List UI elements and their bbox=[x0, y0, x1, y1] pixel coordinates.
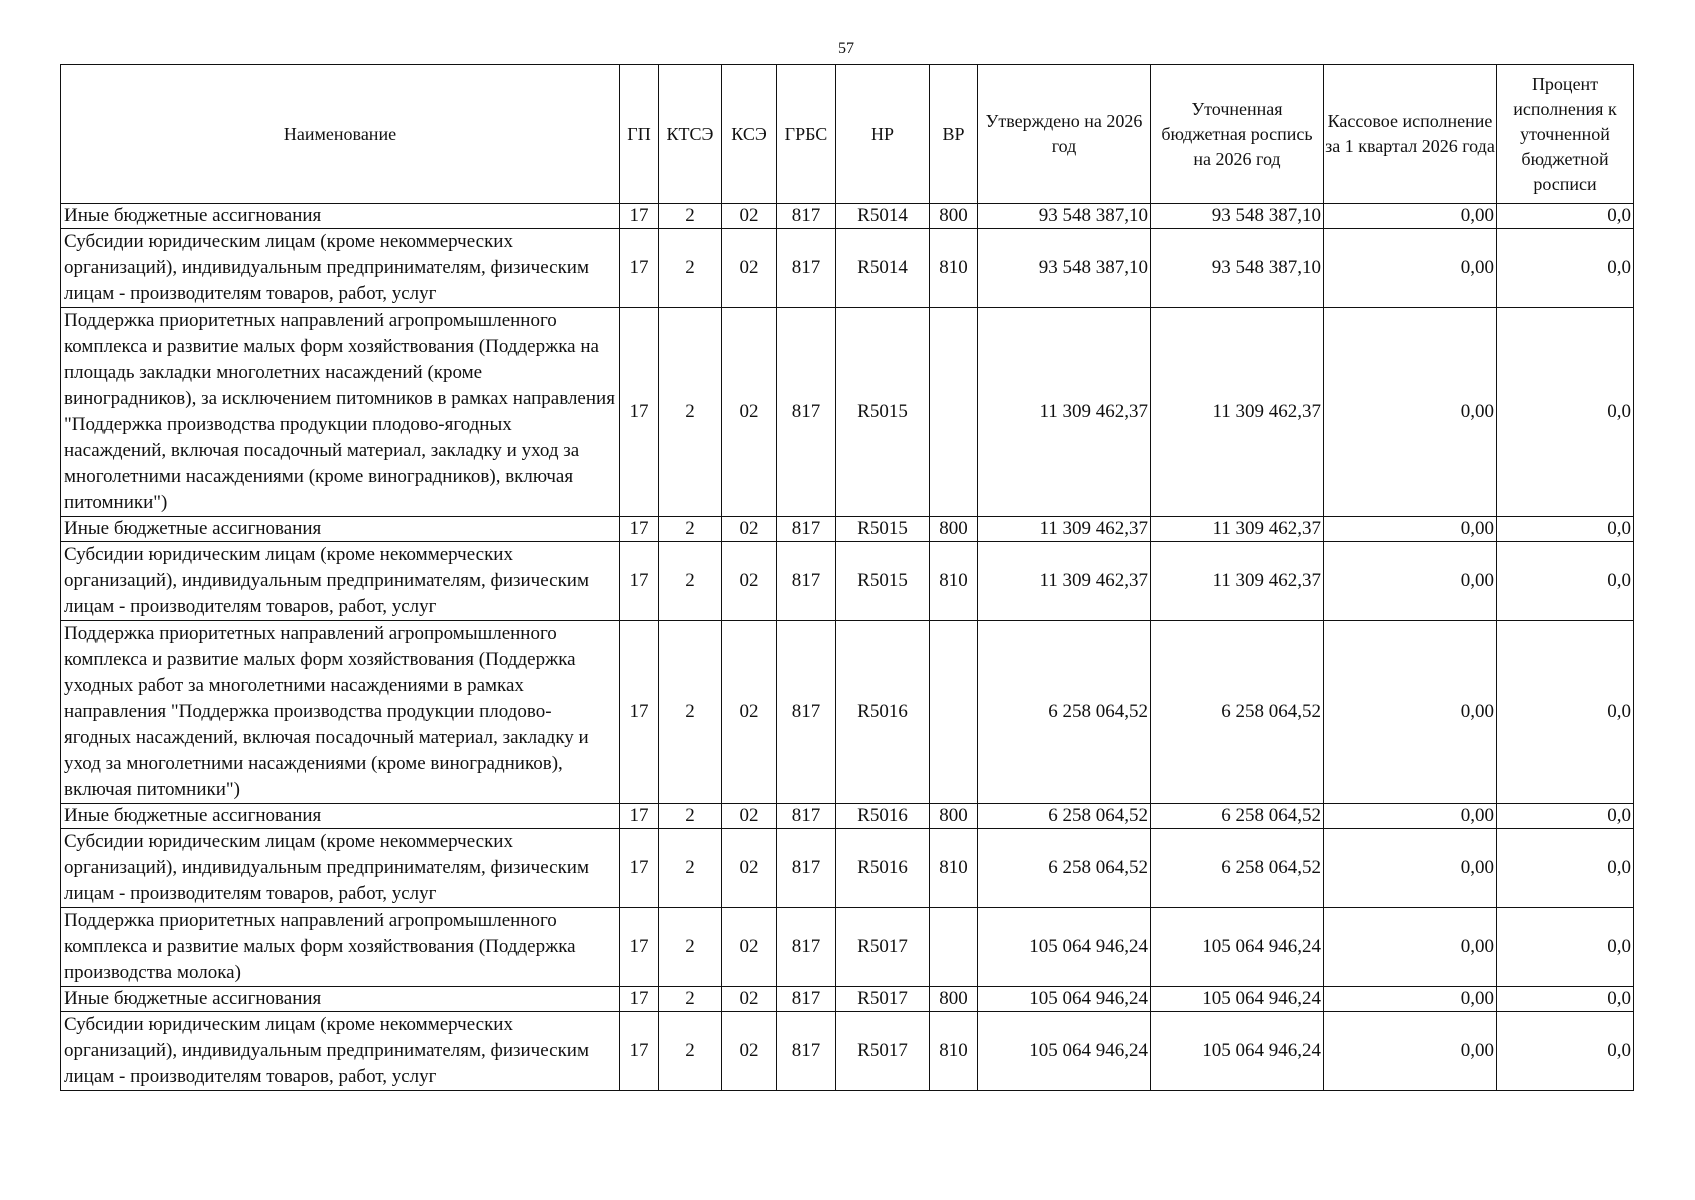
table-row bbox=[61, 1012, 1634, 1091]
cell-name: Поддержка приоритетных направлений агропромышленного комплекса и развитие малых форм хозяйствования (Поддержка на площадь закладки многолетних насаждений (кроме виноградников), за исключением питомников в рамках направления "Поддержка производства продукции плодово-ягодных насаждений, включая посадочный материал, закладку и уход за многолетними насаждениями (кроме виноградников), включая питомники") bbox=[61, 308, 620, 517]
cell-approved: 11 309 462,37 bbox=[978, 517, 1151, 542]
table-row bbox=[61, 517, 1634, 542]
cell-cash: 0,00 bbox=[1324, 987, 1497, 1012]
cell-approved: 11 309 462,37 bbox=[978, 308, 1151, 517]
cell-ktse: 2 bbox=[659, 908, 722, 987]
header-nr: НР bbox=[836, 65, 930, 204]
cell-ktse: 2 bbox=[659, 517, 722, 542]
header-kse: КСЭ bbox=[722, 65, 777, 204]
cell-refined: 93 548 387,10 bbox=[1151, 229, 1324, 308]
cell-kse: 02 bbox=[722, 987, 777, 1012]
cell-percent: 0,0 bbox=[1497, 829, 1634, 908]
table-row bbox=[61, 542, 1634, 621]
cell-nr: R5014 bbox=[836, 204, 930, 229]
header-gp: ГП bbox=[620, 65, 659, 204]
cell-grbs: 817 bbox=[777, 1012, 836, 1091]
cell-ktse: 2 bbox=[659, 829, 722, 908]
cell-nr: R5017 bbox=[836, 1012, 930, 1091]
cell-gp: 17 bbox=[620, 804, 659, 829]
cell-ktse: 2 bbox=[659, 804, 722, 829]
cell-percent: 0,0 bbox=[1497, 621, 1634, 804]
header-grbs: ГРБС bbox=[777, 65, 836, 204]
cell-vr bbox=[930, 308, 978, 517]
cell-kse: 02 bbox=[722, 204, 777, 229]
cell-kse: 02 bbox=[722, 908, 777, 987]
cell-nr: R5017 bbox=[836, 908, 930, 987]
table-body bbox=[61, 204, 1634, 1091]
cell-approved: 105 064 946,24 bbox=[978, 908, 1151, 987]
cell-grbs: 817 bbox=[777, 621, 836, 804]
cell-grbs: 817 bbox=[777, 204, 836, 229]
budget-execution-table bbox=[60, 64, 1634, 1091]
cell-percent: 0,0 bbox=[1497, 229, 1634, 308]
cell-refined: 6 258 064,52 bbox=[1151, 829, 1324, 908]
cell-grbs: 817 bbox=[777, 987, 836, 1012]
cell-grbs: 817 bbox=[777, 908, 836, 987]
cell-cash: 0,00 bbox=[1324, 229, 1497, 308]
cell-vr bbox=[930, 908, 978, 987]
cell-vr: 800 bbox=[930, 804, 978, 829]
cell-gp: 17 bbox=[620, 229, 659, 308]
table-row bbox=[61, 308, 1634, 517]
cell-nr: R5017 bbox=[836, 987, 930, 1012]
page-number: 57 bbox=[838, 40, 854, 57]
cell-refined: 6 258 064,52 bbox=[1151, 621, 1324, 804]
header-name: Наименование bbox=[61, 65, 620, 204]
cell-gp: 17 bbox=[620, 204, 659, 229]
table-row bbox=[61, 987, 1634, 1012]
cell-gp: 17 bbox=[620, 542, 659, 621]
cell-name: Субсидии юридическим лицам (кроме некоммерческих организаций), индивидуальным предпринимателям, физическим лицам - производителям товаров, работ, услуг bbox=[61, 542, 620, 621]
cell-approved: 93 548 387,10 bbox=[978, 229, 1151, 308]
cell-gp: 17 bbox=[620, 987, 659, 1012]
cell-nr: R5015 bbox=[836, 542, 930, 621]
cell-approved: 93 548 387,10 bbox=[978, 204, 1151, 229]
cell-percent: 0,0 bbox=[1497, 204, 1634, 229]
cell-kse: 02 bbox=[722, 804, 777, 829]
header-vr: ВР bbox=[930, 65, 978, 204]
cell-percent: 0,0 bbox=[1497, 804, 1634, 829]
cell-kse: 02 bbox=[722, 517, 777, 542]
header-refined: Уточненная бюджетная роспись на 2026 год bbox=[1151, 65, 1324, 204]
cell-approved: 6 258 064,52 bbox=[978, 829, 1151, 908]
cell-grbs: 817 bbox=[777, 517, 836, 542]
cell-approved: 6 258 064,52 bbox=[978, 804, 1151, 829]
cell-kse: 02 bbox=[722, 1012, 777, 1091]
cell-grbs: 817 bbox=[777, 829, 836, 908]
cell-refined: 105 064 946,24 bbox=[1151, 1012, 1324, 1091]
cell-percent: 0,0 bbox=[1497, 308, 1634, 517]
cell-approved: 11 309 462,37 bbox=[978, 542, 1151, 621]
header-percent: Процент исполнения к уточненной бюджетной росписи bbox=[1497, 65, 1634, 204]
cell-vr: 800 bbox=[930, 204, 978, 229]
table-row bbox=[61, 804, 1634, 829]
cell-vr: 810 bbox=[930, 1012, 978, 1091]
cell-grbs: 817 bbox=[777, 229, 836, 308]
cell-kse: 02 bbox=[722, 542, 777, 621]
cell-approved: 105 064 946,24 bbox=[978, 1012, 1151, 1091]
cell-name: Поддержка приоритетных направлений агропромышленного комплекса и развитие малых форм хозяйствования (Поддержка уходных работ за многолетними насаждениями в рамках направления "Поддержка производства продукции плодово-ягодных насаждений, включая посадочный материал, закладку и уход за многолетними насаждениями (кроме виноградников), включая питомники") bbox=[61, 621, 620, 804]
cell-approved: 105 064 946,24 bbox=[978, 987, 1151, 1012]
cell-percent: 0,0 bbox=[1497, 542, 1634, 621]
cell-nr: R5014 bbox=[836, 229, 930, 308]
cell-nr: R5016 bbox=[836, 829, 930, 908]
cell-cash: 0,00 bbox=[1324, 621, 1497, 804]
table-row bbox=[61, 908, 1634, 987]
cell-name: Иные бюджетные ассигнования bbox=[61, 987, 620, 1012]
cell-grbs: 817 bbox=[777, 542, 836, 621]
cell-refined: 11 309 462,37 bbox=[1151, 308, 1324, 517]
cell-name: Иные бюджетные ассигнования bbox=[61, 204, 620, 229]
cell-cash: 0,00 bbox=[1324, 517, 1497, 542]
cell-nr: R5015 bbox=[836, 308, 930, 517]
cell-refined: 11 309 462,37 bbox=[1151, 542, 1324, 621]
cell-ktse: 2 bbox=[659, 229, 722, 308]
cell-cash: 0,00 bbox=[1324, 204, 1497, 229]
header-row bbox=[61, 65, 1634, 204]
cell-refined: 93 548 387,10 bbox=[1151, 204, 1324, 229]
cell-kse: 02 bbox=[722, 229, 777, 308]
cell-nr: R5016 bbox=[836, 804, 930, 829]
cell-vr bbox=[930, 621, 978, 804]
cell-name: Иные бюджетные ассигнования bbox=[61, 517, 620, 542]
cell-cash: 0,00 bbox=[1324, 1012, 1497, 1091]
cell-ktse: 2 bbox=[659, 308, 722, 517]
cell-percent: 0,0 bbox=[1497, 987, 1634, 1012]
cell-approved: 6 258 064,52 bbox=[978, 621, 1151, 804]
cell-ktse: 2 bbox=[659, 204, 722, 229]
cell-kse: 02 bbox=[722, 308, 777, 517]
cell-gp: 17 bbox=[620, 1012, 659, 1091]
cell-cash: 0,00 bbox=[1324, 829, 1497, 908]
cell-name: Субсидии юридическим лицам (кроме некоммерческих организаций), индивидуальным предпринимателям, физическим лицам - производителям товаров, работ, услуг bbox=[61, 1012, 620, 1091]
cell-cash: 0,00 bbox=[1324, 804, 1497, 829]
cell-grbs: 817 bbox=[777, 804, 836, 829]
cell-ktse: 2 bbox=[659, 987, 722, 1012]
cell-gp: 17 bbox=[620, 829, 659, 908]
cell-gp: 17 bbox=[620, 908, 659, 987]
cell-gp: 17 bbox=[620, 308, 659, 517]
table-row bbox=[61, 829, 1634, 908]
cell-vr: 810 bbox=[930, 829, 978, 908]
cell-ktse: 2 bbox=[659, 621, 722, 804]
cell-grbs: 817 bbox=[777, 308, 836, 517]
cell-ktse: 2 bbox=[659, 542, 722, 621]
cell-vr: 810 bbox=[930, 229, 978, 308]
cell-kse: 02 bbox=[722, 829, 777, 908]
cell-cash: 0,00 bbox=[1324, 542, 1497, 621]
table-row bbox=[61, 229, 1634, 308]
table-row bbox=[61, 204, 1634, 229]
cell-vr: 800 bbox=[930, 987, 978, 1012]
cell-gp: 17 bbox=[620, 517, 659, 542]
cell-vr: 810 bbox=[930, 542, 978, 621]
cell-vr: 800 bbox=[930, 517, 978, 542]
cell-name: Субсидии юридическим лицам (кроме некоммерческих организаций), индивидуальным предпринимателям, физическим лицам - производителям товаров, работ, услуг bbox=[61, 229, 620, 308]
cell-cash: 0,00 bbox=[1324, 908, 1497, 987]
cell-percent: 0,0 bbox=[1497, 1012, 1634, 1091]
cell-kse: 02 bbox=[722, 621, 777, 804]
header-cash: Кассовое исполнение за 1 квартал 2026 года bbox=[1324, 65, 1497, 204]
cell-percent: 0,0 bbox=[1497, 908, 1634, 987]
cell-nr: R5016 bbox=[836, 621, 930, 804]
header-ktse: КТСЭ bbox=[659, 65, 722, 204]
header-approved: Утверждено на 2026 год bbox=[978, 65, 1151, 204]
cell-gp: 17 bbox=[620, 621, 659, 804]
cell-refined: 11 309 462,37 bbox=[1151, 517, 1324, 542]
cell-refined: 105 064 946,24 bbox=[1151, 987, 1324, 1012]
cell-name: Поддержка приоритетных направлений агропромышленного комплекса и развитие малых форм хозяйствования (Поддержка производства молока) bbox=[61, 908, 620, 987]
table-row bbox=[61, 621, 1634, 804]
cell-cash: 0,00 bbox=[1324, 308, 1497, 517]
cell-nr: R5015 bbox=[836, 517, 930, 542]
cell-name: Субсидии юридическим лицам (кроме некоммерческих организаций), индивидуальным предпринимателям, физическим лицам - производителям товаров, работ, услуг bbox=[61, 829, 620, 908]
cell-name: Иные бюджетные ассигнования bbox=[61, 804, 620, 829]
cell-ktse: 2 bbox=[659, 1012, 722, 1091]
cell-refined: 6 258 064,52 bbox=[1151, 804, 1324, 829]
cell-percent: 0,0 bbox=[1497, 517, 1634, 542]
cell-refined: 105 064 946,24 bbox=[1151, 908, 1324, 987]
